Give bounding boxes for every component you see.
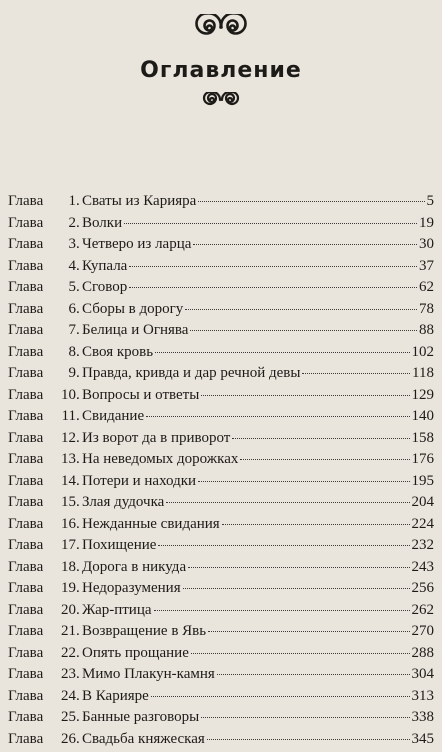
page-number: 37 [419, 258, 434, 275]
number-period: . [76, 559, 82, 576]
page-number: 262 [412, 602, 435, 619]
toc-entry [8, 301, 434, 323]
dot-leader [166, 502, 409, 503]
dot-leader [232, 438, 409, 439]
chapter-title: Жар-птица [82, 602, 152, 619]
chapter-title: Свадьба княжеская [82, 731, 205, 748]
dot-leader [190, 330, 417, 331]
chapter-number: 10 [49, 387, 76, 404]
number-period: . [76, 451, 82, 468]
dot-leader [183, 588, 410, 589]
number-period: . [76, 602, 82, 619]
dot-leader [240, 459, 409, 460]
toc-entry [8, 666, 434, 688]
number-period: . [76, 430, 82, 447]
number-period: . [76, 623, 82, 640]
chapter-title: Недоразумения [82, 580, 181, 597]
chapter-label: Глава [8, 559, 49, 576]
chapter-number: 24 [49, 688, 76, 705]
chapter-title: Своя кровь [82, 344, 153, 361]
dot-leader [193, 244, 417, 245]
chapter-label: Глава [8, 602, 49, 619]
toc-entry [8, 451, 434, 473]
chapter-title: Возвращение в Явь [82, 623, 206, 640]
chapter-label: Глава [8, 666, 49, 683]
toc-entry [8, 731, 434, 752]
chapter-label: Глава [8, 451, 49, 468]
dot-leader [217, 674, 410, 675]
dot-leader [191, 653, 410, 654]
chapter-label: Глава [8, 473, 49, 490]
number-period: . [76, 387, 82, 404]
chapter-label: Глава [8, 430, 49, 447]
toc-entry [8, 494, 434, 516]
chapter-number: 15 [49, 494, 76, 511]
toc-entry [8, 709, 434, 731]
chapter-number: 18 [49, 559, 76, 576]
chapter-number: 20 [49, 602, 76, 619]
chapter-title: Купала [82, 258, 127, 275]
chapter-title: Из ворот да в приворот [82, 430, 230, 447]
toc-entry [8, 688, 434, 710]
number-period: . [76, 215, 82, 232]
chapter-title: Свидание [82, 408, 144, 425]
chapter-number: 17 [49, 537, 76, 554]
chapter-title: Дорога в никуда [82, 559, 186, 576]
chapter-label: Глава [8, 344, 49, 361]
chapter-label: Глава [8, 537, 49, 554]
number-period: . [76, 236, 82, 253]
chapter-label: Глава [8, 387, 49, 404]
toc-entry [8, 279, 434, 301]
chapter-title: Сговор [82, 279, 127, 296]
page-number: 158 [412, 430, 435, 447]
chapter-title: Банные разговоры [82, 709, 199, 726]
chapter-label: Глава [8, 215, 49, 232]
page-number: 243 [412, 559, 435, 576]
dot-leader [302, 373, 410, 374]
page-number: 30 [419, 236, 434, 253]
spiral-ornament-icon [0, 92, 442, 113]
chapter-number: 2 [49, 215, 76, 232]
page-number: 118 [412, 365, 434, 382]
dot-leader [198, 201, 424, 202]
chapter-label: Глава [8, 236, 49, 253]
chapter-title: Волки [82, 215, 122, 232]
chapter-number: 25 [49, 709, 76, 726]
chapter-label: Глава [8, 623, 49, 640]
page-number: 176 [412, 451, 435, 468]
page-number: 270 [412, 623, 435, 640]
number-period: . [76, 408, 82, 425]
dot-leader [185, 309, 417, 310]
chapter-label: Глава [8, 516, 49, 533]
toc-entry [8, 580, 434, 602]
toc-entry [8, 193, 434, 215]
toc-entry [8, 645, 434, 667]
chapter-title: Потери и находки [82, 473, 196, 490]
number-period: . [76, 193, 82, 210]
page-number: 62 [419, 279, 434, 296]
chapter-title: В Карияре [82, 688, 149, 705]
dot-leader [207, 739, 410, 740]
number-period: . [76, 344, 82, 361]
chapter-number: 12 [49, 430, 76, 447]
page-number: 88 [419, 322, 434, 339]
chapter-label: Глава [8, 709, 49, 726]
chapter-label: Глава [8, 645, 49, 662]
toc-entry [8, 602, 434, 624]
page-number: 5 [427, 193, 435, 210]
toc-entry [8, 236, 434, 258]
toc-entry [8, 258, 434, 280]
chapter-number: 19 [49, 580, 76, 597]
dot-leader [201, 395, 409, 396]
chapter-number: 5 [49, 279, 76, 296]
toc-entry [8, 623, 434, 645]
chapter-title: Мимо Плакун-камня [82, 666, 215, 683]
dot-leader [146, 416, 409, 417]
chapter-number: 8 [49, 344, 76, 361]
chapter-title: Вопросы и ответы [82, 387, 199, 404]
chapter-number: 9 [49, 365, 76, 382]
page-number: 195 [412, 473, 435, 490]
toc-entry [8, 408, 434, 430]
dot-leader [188, 567, 409, 568]
chapter-number: 21 [49, 623, 76, 640]
chapter-number: 7 [49, 322, 76, 339]
number-period: . [76, 301, 82, 318]
page-number: 304 [412, 666, 435, 683]
chapter-number: 22 [49, 645, 76, 662]
dot-leader [151, 696, 410, 697]
chapter-title: Похищение [82, 537, 156, 554]
dot-leader [124, 223, 417, 224]
chapter-title: Сваты из Карияра [82, 193, 196, 210]
toc-entry [8, 322, 434, 344]
chapter-number: 11 [49, 408, 76, 425]
chapter-label: Глава [8, 322, 49, 339]
dot-leader [129, 287, 417, 288]
dot-leader [222, 524, 410, 525]
toc-entry [8, 559, 434, 581]
page-number: 288 [412, 645, 435, 662]
dot-leader [158, 545, 409, 546]
dot-leader [129, 266, 417, 267]
number-period: . [76, 322, 82, 339]
chapter-title: Опять прощание [82, 645, 189, 662]
number-period: . [76, 709, 82, 726]
dot-leader [155, 352, 409, 353]
toc-entry [8, 215, 434, 237]
page-number: 102 [412, 344, 435, 361]
toc-entry [8, 430, 434, 452]
page-number: 140 [412, 408, 435, 425]
number-period: . [76, 580, 82, 597]
dot-leader [208, 631, 409, 632]
chapter-number: 6 [49, 301, 76, 318]
chapter-number: 3 [49, 236, 76, 253]
chapter-title: Четверо из ларца [82, 236, 191, 253]
number-period: . [76, 688, 82, 705]
page-number: 78 [419, 301, 434, 318]
number-period: . [76, 473, 82, 490]
chapter-label: Глава [8, 258, 49, 275]
toc-entry [8, 473, 434, 495]
number-period: . [76, 666, 82, 683]
toc-entry [8, 537, 434, 559]
chapter-label: Глава [8, 731, 49, 748]
chapter-label: Глава [8, 365, 49, 382]
chapter-number: 4 [49, 258, 76, 275]
chapter-number: 1 [49, 193, 76, 210]
chapter-label: Глава [8, 301, 49, 318]
page-number: 129 [412, 387, 435, 404]
chapter-label: Глава [8, 193, 49, 210]
chapter-number: 16 [49, 516, 76, 533]
number-period: . [76, 365, 82, 382]
toc-entry [8, 344, 434, 366]
toc-entry [8, 516, 434, 538]
page-number: 313 [412, 688, 435, 705]
chapter-title: Сборы в дорогу [82, 301, 183, 318]
dot-leader [154, 610, 410, 611]
toc-entry [8, 365, 434, 387]
chapter-title: На неведомых дорожках [82, 451, 238, 468]
chapter-title: Правда, кривда и дар речной девы [82, 365, 300, 382]
page-number: 19 [419, 215, 434, 232]
chapter-title: Нежданные свидания [82, 516, 220, 533]
chapter-label: Глава [8, 580, 49, 597]
page-number: 232 [412, 537, 435, 554]
chapter-label: Глава [8, 688, 49, 705]
page-number: 345 [412, 731, 435, 748]
chapter-number: 13 [49, 451, 76, 468]
number-period: . [76, 279, 82, 296]
chapter-label: Глава [8, 279, 49, 296]
number-period: . [76, 645, 82, 662]
dot-leader [198, 481, 409, 482]
page-number: 204 [412, 494, 435, 511]
number-period: . [76, 731, 82, 748]
page-number: 338 [412, 709, 435, 726]
spiral-ornament-icon [0, 14, 442, 47]
number-period: . [76, 494, 82, 511]
toc-entry [8, 387, 434, 409]
number-period: . [76, 537, 82, 554]
chapter-title: Злая дудочка [82, 494, 164, 511]
chapter-number: 26 [49, 731, 76, 748]
dot-leader [201, 717, 409, 718]
chapter-number: 14 [49, 473, 76, 490]
number-period: . [76, 516, 82, 533]
number-period: . [76, 258, 82, 275]
chapter-title: Белица и Огнява [82, 322, 188, 339]
chapter-label: Глава [8, 408, 49, 425]
page-number: 224 [412, 516, 435, 533]
chapter-number: 23 [49, 666, 76, 683]
page-number: 256 [412, 580, 435, 597]
chapter-label: Глава [8, 494, 49, 511]
page-title: Оглавление [0, 58, 442, 83]
table-of-contents [8, 193, 434, 752]
